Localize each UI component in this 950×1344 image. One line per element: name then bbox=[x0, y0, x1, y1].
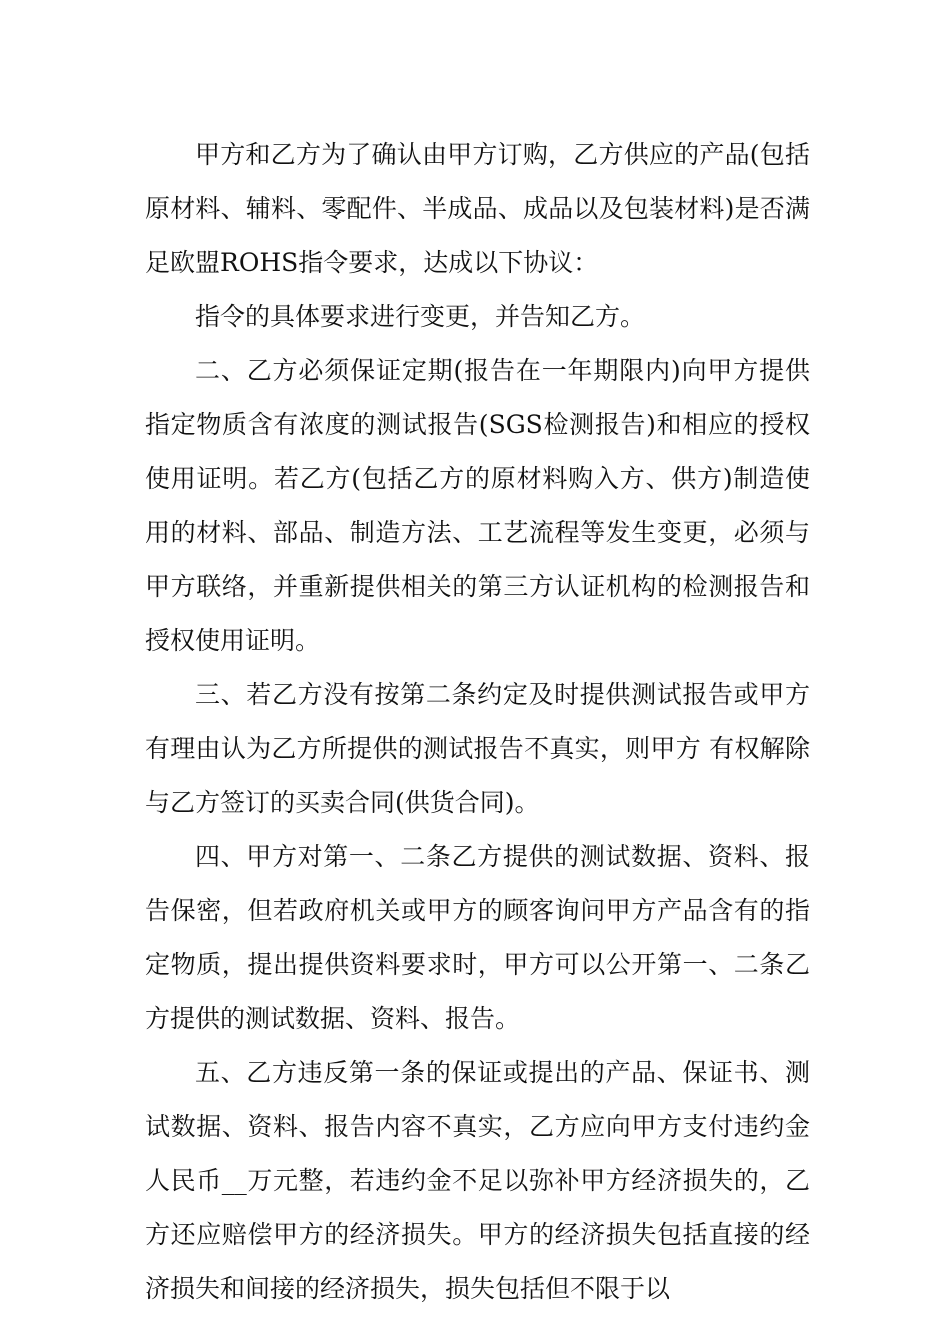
paragraph-clause-5: 五、乙方违反第一条的保证或提出的产品、保证书、测试数据、资料、报告内容不真实，乙方应向甲方支付违约金人民币__万元整，若违约金不足以弥补甲方经济损失的，乙方还应赔偿甲方的经济损失。甲方的经济损失包括直接的经济损失和间接的经济损失，损失包括但不限于以 bbox=[145, 1058, 810, 1303]
paragraph-clause-3: 三、若乙方没有按第二条约定及时提供测试报告或甲方有理由认为乙方所提供的测试报告不真实，则甲方 有权解除与乙方签订的买卖合同(供货合同)。 bbox=[145, 680, 810, 817]
paragraph-clause-2: 二、乙方必须保证定期(报告在一年期限内)向甲方提供指定物质含有浓度的测试报告(SGS检测报告)和相应的授权使用证明。若乙方(包括乙方的原材料购入方、供方)制造使用的材料、部品、制造方法、工艺流程等发生变更，必须与甲方联络，并重新提供相关的第三方认证机构的检测报告和授权使用证明。 bbox=[145, 356, 810, 655]
paragraph-intro: 甲方和乙方为了确认由甲方订购，乙方供应的产品(包括原材料、辅料、零配件、半成品、成品以及包装材料)是否满足欧盟ROHS指令要求，达成以下协议： bbox=[145, 140, 810, 277]
paragraph-directive-change: 指令的具体要求进行变更，并告知乙方。 bbox=[195, 302, 646, 331]
paragraph-clause-4: 四、甲方对第一、二条乙方提供的测试数据、资料、报告保密，但若政府机关或甲方的顾客询问甲方产品含有的指定物质，提出提供资料要求时，甲方可以公开第一、二条乙方提供的测试数据、资料、报告。 bbox=[145, 842, 810, 1033]
document-body bbox=[145, 128, 810, 1316]
